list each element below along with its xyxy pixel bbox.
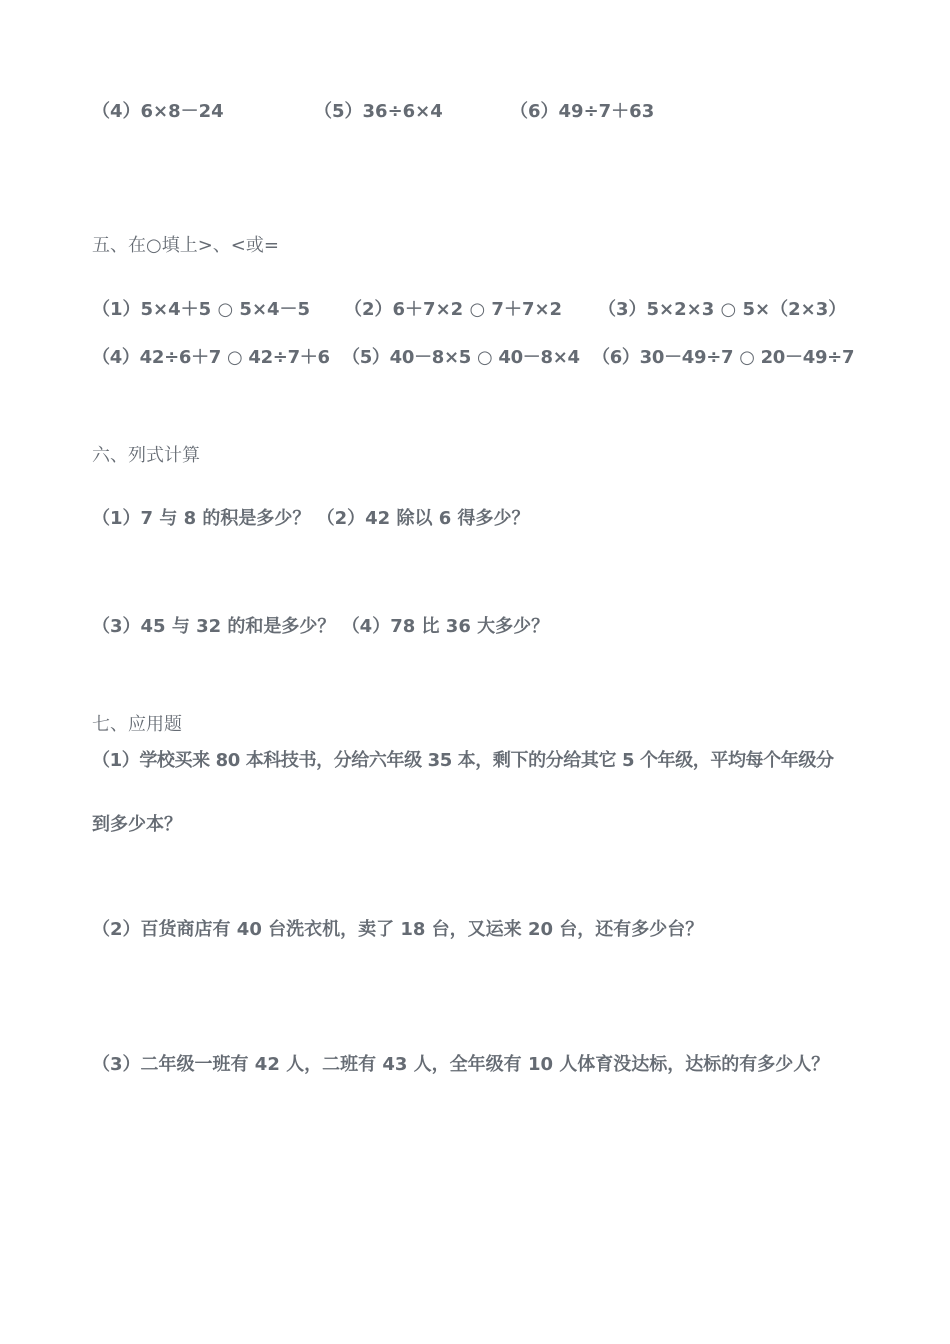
compare-problem-6: （6）30－49÷7 ○ 20－49÷7 [592,347,855,368]
compare-problem-4: （4）42÷6＋7 ○ 42÷7＋6 [92,347,330,368]
problem-4: （4）6×8－24 [92,101,224,122]
section6-row2: （3）45 与 32 的和是多少？ （4）78 比 36 大多少？ [92,616,550,637]
compare-problem-1: （1）5×4＋5 ○ 5×4－5 [92,299,311,320]
section5-heading: 五、在○填上>、<或= [92,235,279,256]
question-3: （3）二年级一班有 42 人，二班有 43 人，全年级有 10 人体育没达标，达标的有多少人？ [92,1054,830,1075]
section6-row1: （1）7 与 8 的积是多少？ （2）42 除以 6 得多少？ [92,508,530,529]
section6-heading: 六、列式计算 [92,445,200,466]
question-1-line1: （1）学校买来 80 本科技书，分给六年级 35 本，剩下的分给其它 5 个年级，平均每个年级分 [92,750,834,771]
compare-problem-5: （5）40－8×5 ○ 40－8×4 [342,347,580,368]
problem-6: （6）49÷7＋63 [510,101,655,122]
compare-problem-2: （2）6＋7×2 ○ 7＋7×2 [344,299,563,320]
problem-5: （5）36÷6×4 [314,101,443,122]
compare-problem-3: （3）5×2×3 ○ 5×（2×3） [598,299,847,320]
question-1-line2: 到多少本？ [92,814,182,835]
question-2: （2）百货商店有 40 台洗衣机，卖了 18 台，又运来 20 台，还有多少台？ [92,919,704,940]
section7-heading: 七、应用题 [92,714,182,735]
